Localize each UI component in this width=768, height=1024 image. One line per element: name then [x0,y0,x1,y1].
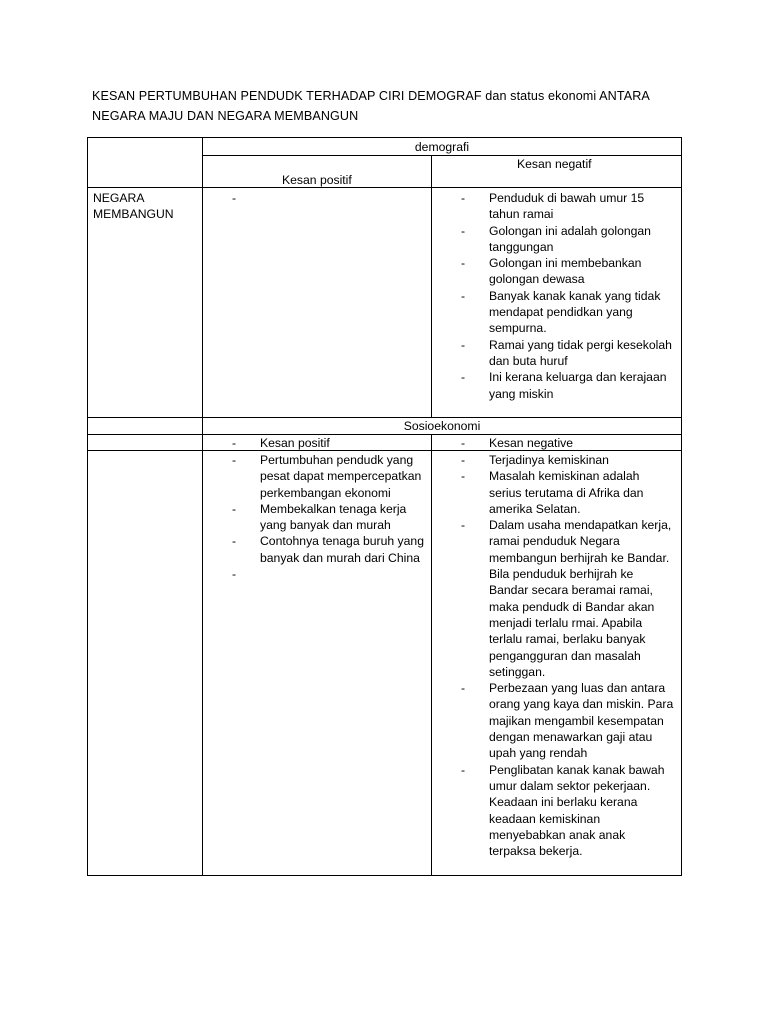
bullet-dash: - [461,288,466,303]
col-negative-label: Kesan negatif [517,157,592,171]
list-item [461,762,675,860]
list-item [232,501,425,534]
list-item-text: Terjadinya kemiskinan [489,453,609,467]
bullet-dash: - [461,191,466,205]
table-cell-empty-left [87,417,203,435]
sosioekonomi-positive-list [232,452,425,582]
list-item [461,468,675,517]
list-item [461,190,675,223]
list-item [232,452,425,501]
bullet-dash: - [461,436,466,450]
bullet-dash: - [232,501,237,516]
list-item [232,435,431,451]
demografi-negative-list [461,190,675,402]
bullet-dash: - [232,534,237,549]
table-cell-empty-corner [87,137,203,188]
sosioekonomi-positive-cell [202,450,432,876]
bullet-dash: - [232,567,237,582]
list-item [461,223,675,256]
list-item [461,255,675,288]
sosioekonomi-col-positive [202,434,432,451]
list-item-text: Penglibatan kanak kanak bawah umur dalam sektor pekerjaan. Keadaan ini berlaku kerana keadaan kemiskinan menyebabkan anak anak terpaksa bekerja. [489,762,665,859]
sosio-col-negative-list [461,435,681,451]
bullet-dash: - [461,453,466,467]
list-item [232,190,431,206]
list-item-text: Pertumbuhan pendudk yang pesat dapat mempercepatkan perkembangan ekonomi [260,453,422,500]
sosioekonomi-col-negative [431,434,682,451]
bullet-dash: - [232,191,237,205]
row-label: NEGARA MEMBANGUN [93,191,174,222]
list-item [461,369,675,402]
bullet-dash: - [232,436,237,450]
list-item [232,566,425,582]
sosio-col-positive-list [232,435,431,451]
list-item [461,680,675,761]
list-item-text: Ramai yang tidak pergi kesekolah dan buta huruf [489,337,672,368]
col-positive-label: Kesan positif [260,436,330,450]
list-item-text: Membekalkan tenaga kerja yang banyak dan murah [260,501,407,533]
bullet-dash: - [461,337,466,352]
list-item-text: Masalah kemiskinan adalah serius terutama di Afrika dan amerika Selatan. [489,469,644,516]
bullet-dash: - [461,370,466,385]
bullet-dash: - [461,256,466,271]
col-positive-label: Kesan positif [282,173,352,187]
bullet-dash: - [461,223,466,238]
demografi-negative-cell [431,187,682,418]
list-item [461,337,675,370]
sosioekonomi-header: Sosioekonomi [202,417,682,435]
list-item-text: Banyak kanak kanak yang tidak mendapat pendidkan yang sempurna. [489,288,661,336]
document-title: KESAN PERTUMBUHAN PENDUDK TERHADAP CIRI DEMOGRAF dan status ekonomi ANTARA NEGARA MAJU DAN NEGARA MEMBANGUN [92,89,650,123]
bullet-dash: - [461,469,466,484]
demografi-col-positive [202,155,432,188]
list-item [461,517,675,680]
table-cell-empty-left-3 [87,450,203,876]
list-item-text: Contohnya tenaga buruh yang banyak dan murah dari China [260,534,424,565]
list-item-text: Dalam usaha mendapatkan kerja, ramai penduduk Negara membangun berhijrah ke Bandar. Bila penduduk berhijrah ke Bandar secara beramai ramai, maka pendudk di Bandar akan menjadi terlalu rmai. Apabila terlalu ramai, berlaku banyak pengangguran dan masalah setinggan. [489,518,672,679]
bullet-dash: - [461,518,466,533]
list-item [461,288,675,337]
list-item [461,435,681,451]
sosioekonomi-negative-cell [431,450,682,876]
list-item [232,533,425,566]
list-item-text: Golongan ini membebankan golongan dewasa [489,256,642,287]
sosioekonomi-negative-list [461,452,675,859]
bullet-dash: - [232,453,237,467]
list-item-text: Perbezaan yang luas dan antara orang yang kaya dan miskin. Para majikan mengambil kesempatan dengan menawarkan gaji atau upah yang rendah [489,681,674,761]
list-item [461,452,675,468]
col-negative-label: Kesan negative [489,436,574,450]
demografi-positive-list [232,190,431,206]
list-item-text: Penduduk di bawah umur 15 tahun ramai [489,191,645,222]
list-item-text: Ini kerana keluarga dan kerajaan yang miskin [489,370,667,401]
row-label-cell [87,187,203,418]
demografi-col-negative [431,155,682,188]
bullet-dash: - [461,762,466,777]
bullet-dash: - [461,681,466,696]
demografi-header: demografi [202,137,682,156]
list-item-text: Golongan ini adalah golongan tanggungan [489,223,651,254]
table-cell-empty-left-2 [87,434,203,451]
demografi-positive-cell [202,187,432,418]
